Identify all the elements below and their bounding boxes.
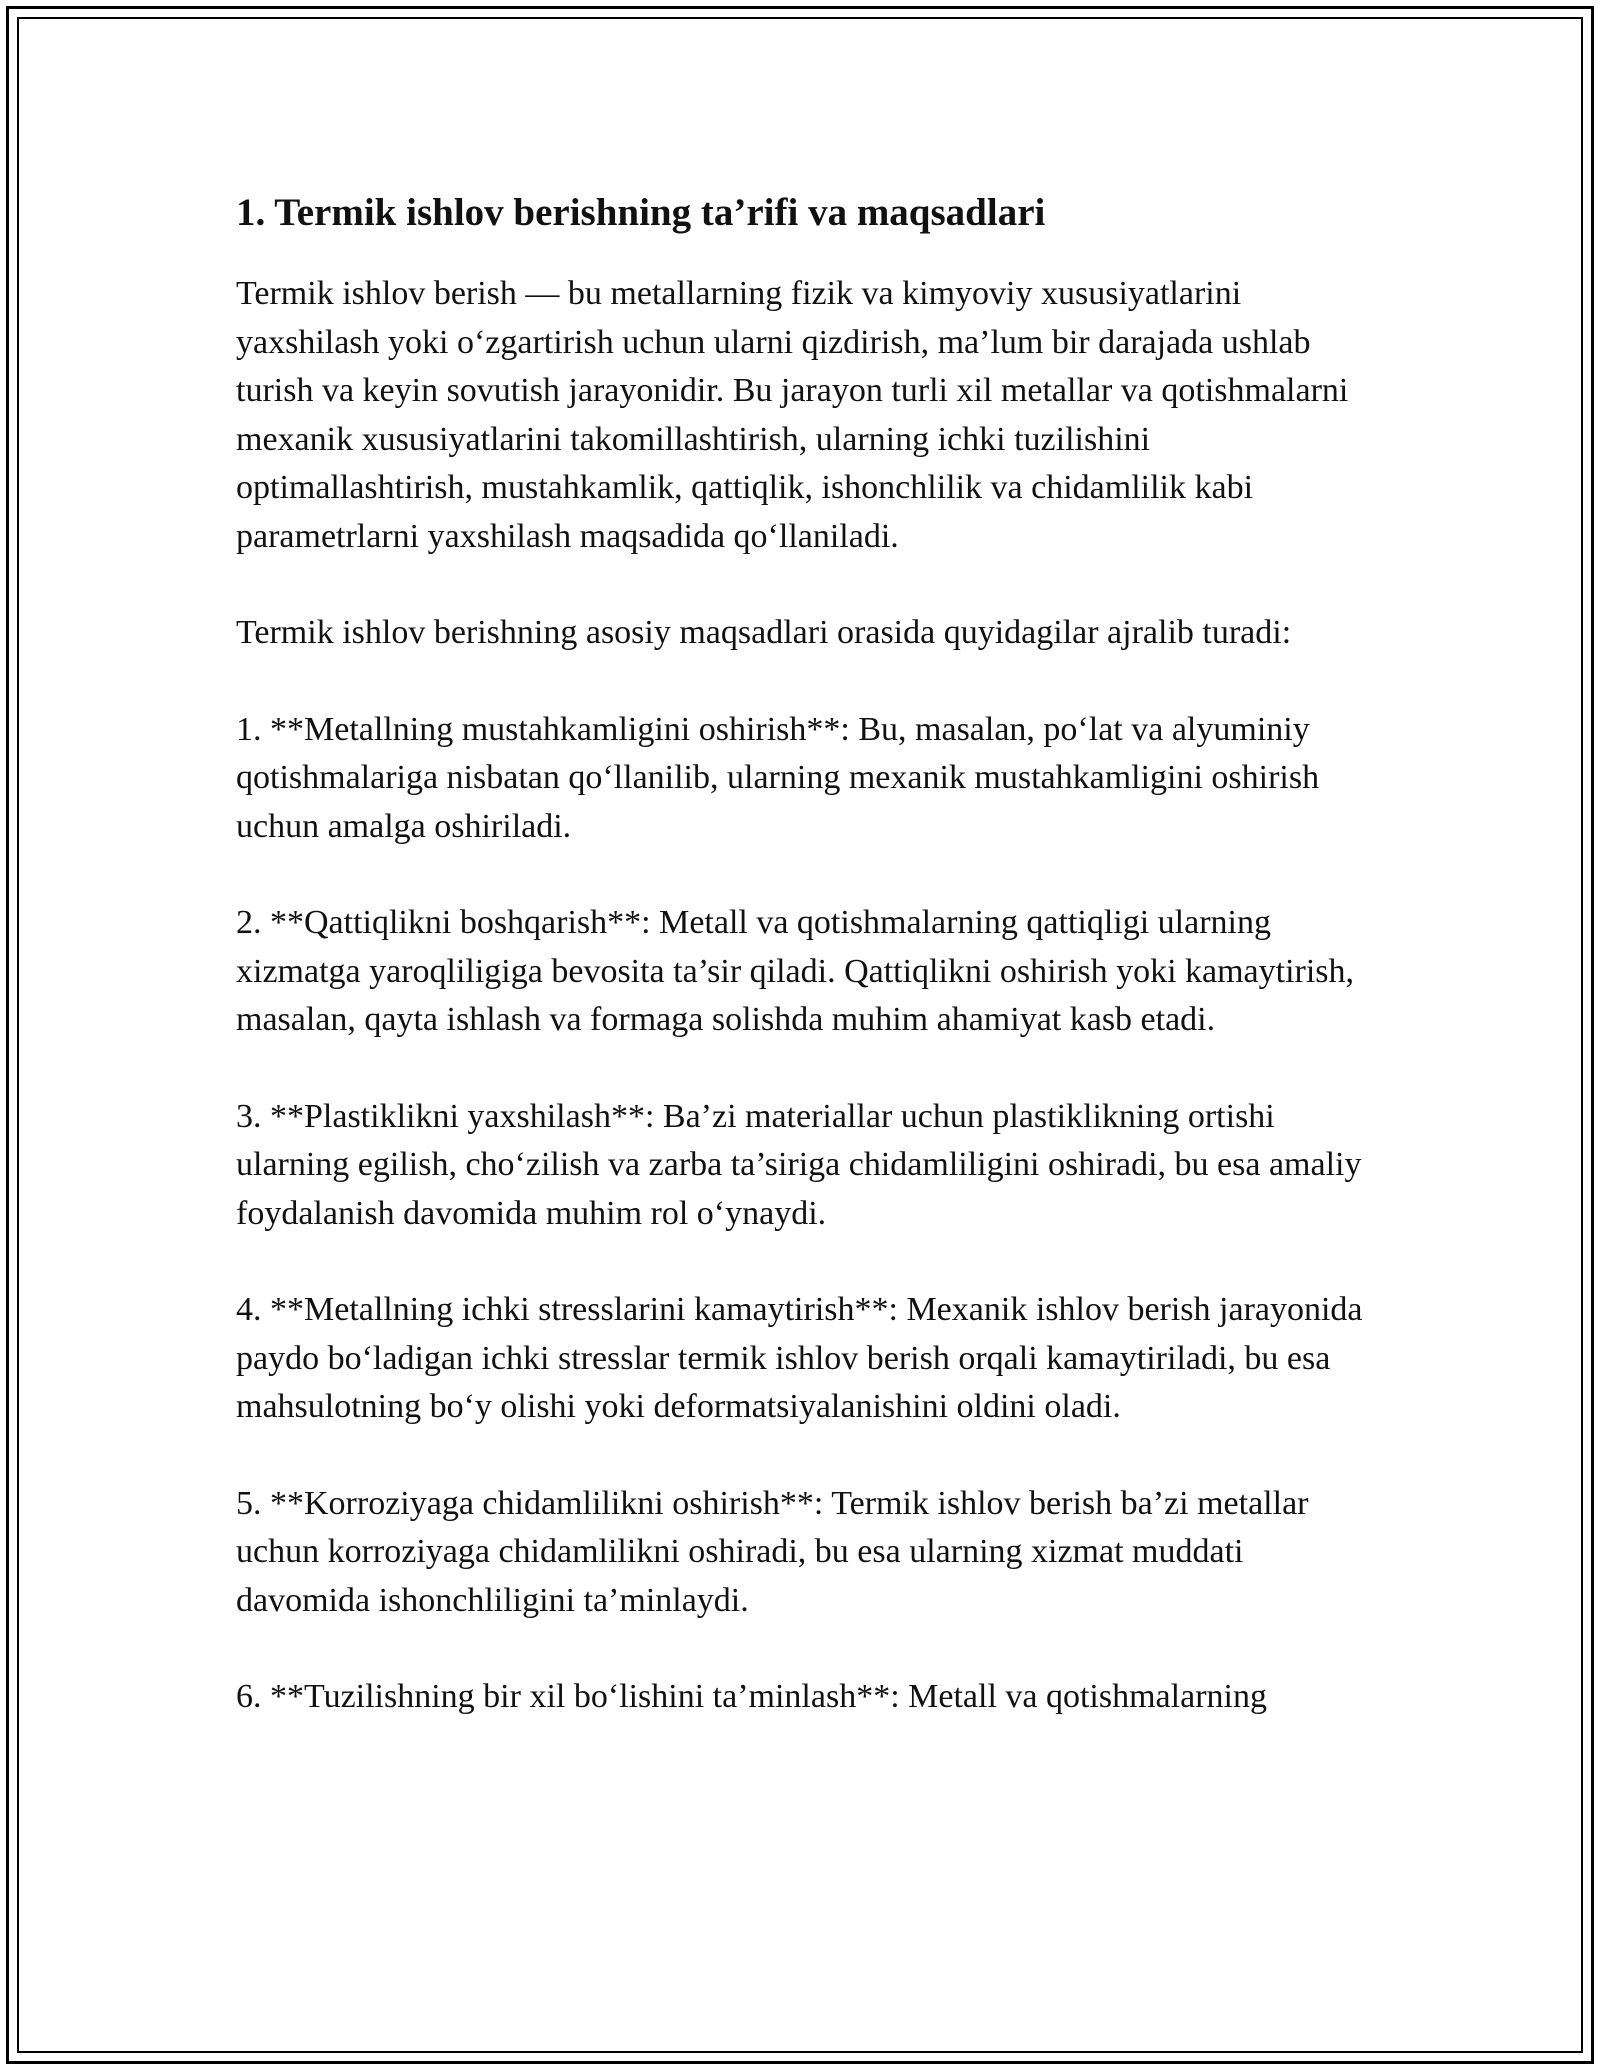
intro-paragraph: Termik ishlov berish — bu metallarning fizik va kimyoviy xususiyatlarini yaxshilash yoki o‘zgartirish uchun ularni qizdirish, ma’lum bir darajada ushlab turish va keyin sovutish jarayonidir. Bu jarayon turli xil metallar va qotishmalarni mexanik xususiyatlarini takomillashtirish, ularning ichki tuzilishini optimallashtirish, mustahkamlik, qattiqlik, ishonchlilik va chidamlilik kabi parametrlarni yaxshilash maqsadida qo‘llaniladi. (236, 275, 1349, 555)
section-heading: 1. Termik ishlov berishning ta’rifi va maqsadlari (236, 191, 1046, 234)
goal-item-4: 4. **Metallning ichki stresslarini kamaytirish**: Mexanik ishlov berish jarayonida paydo bo‘ladigan ichki stresslar termik ishlov berish orqali kamaytiriladi, bu esa mahsulotning bo‘y olishi yoki deformatsiyalanishini oldini oladi. (236, 1291, 1363, 1425)
goal-item-5: 5. **Korroziyaga chidamlilikni oshirish**: Termik ishlov berish ba’zi metallar uchun korroziyaga chidamlilikni oshiradi, bu esa ularning xizmat muddati davomida ishonchliligini ta’minlaydi. (236, 1484, 1309, 1619)
goal-item-3: 3. **Plastiklikni yaxshilash**: Ba’zi materiallar uchun plastiklikning ortishi ularning egilish, cho‘zilish va zarba ta’siriga chidamliligini oshiradi, bu esa amaliy foydalanish davomida muhim rol o‘ynaydi. (236, 1097, 1362, 1232)
goals-intro-paragraph: Termik ishlov berishning asosiy maqsadlari orasida quyidagilar ajralib turadi: (236, 614, 1292, 651)
goal-item-6: 6. **Tuzilishning bir xil bo‘lishini ta’minlash**: Metall va qotishmalarning (236, 1678, 1267, 1715)
goal-item-1: 1. **Metallning mustahkamligini oshirish**: Bu, masalan, po‘lat va alyuminiy qotishmalariga nisbatan qo‘llanilib, ularning mexanik mustahkamligini oshirish uchun amalga oshiriladi. (236, 710, 1320, 845)
document-body (236, 186, 1376, 1770)
goal-item-2: 2. **Qattiqlikni boshqarish**: Metall va qotishmalarning qattiqligi ularning xizmatga yaroqliligiga bevosita ta’sir qiladi. Qattiqlikni oshirish yoki kamaytirish, masalan, qayta ishlash va formaga solishda muhim ahamiyat kasb etadi. (236, 904, 1355, 1038)
